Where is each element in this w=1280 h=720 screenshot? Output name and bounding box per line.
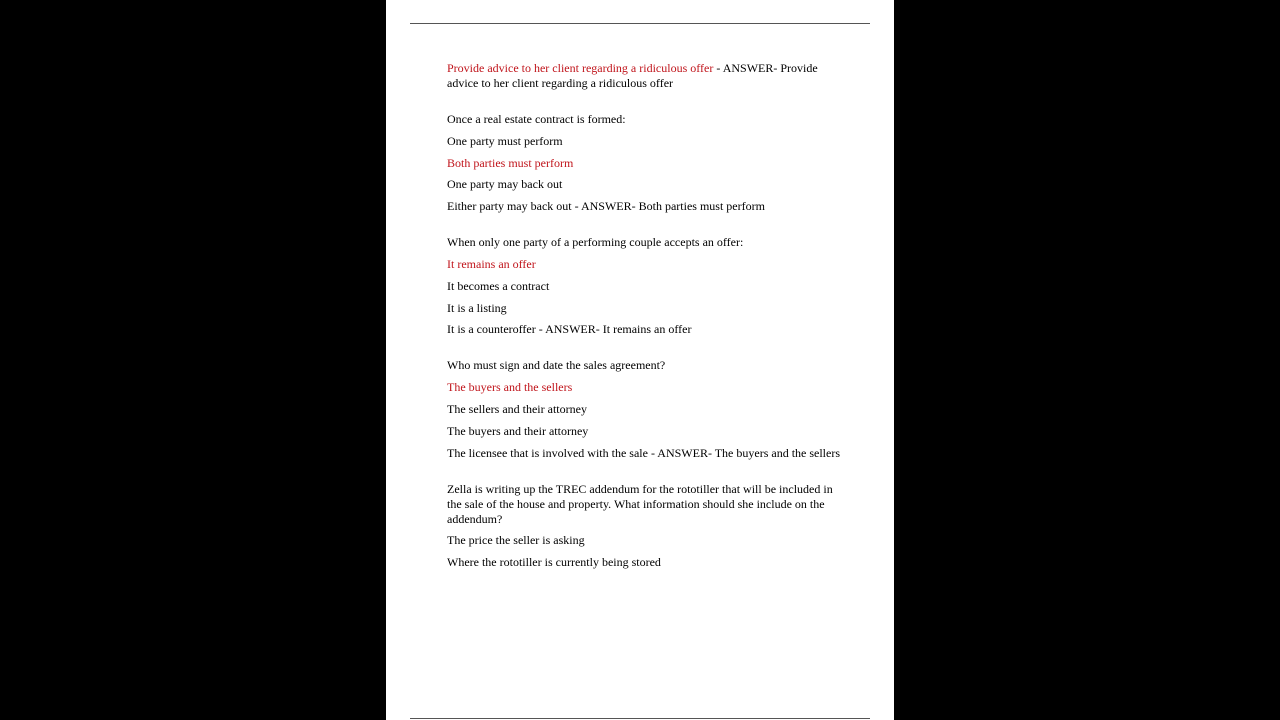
option-text: Where the rototiller is currently being stored	[447, 555, 661, 570]
question-text: Zella is writing up the TREC addendum for the rototiller that will be included in the sale of the house and property. What information should she include on the addendum?	[447, 481, 833, 526]
question-text: Who must sign and date the sales agreement?	[447, 358, 666, 373]
option-text: The licensee that is involved with the sale - ANSWER- The buyers and the sellers	[447, 445, 841, 460]
option-text: The buyers and their attorney	[447, 423, 589, 438]
qa-item-2	[447, 112, 847, 214]
option-text: Either party may back out - ANSWER- Both parties must perform	[447, 199, 765, 214]
qa-item-4	[447, 358, 847, 460]
document-page	[386, 0, 894, 720]
qa-item-1	[447, 61, 847, 91]
option-text: It is a counteroffer - ANSWER- It remains an offer	[447, 322, 692, 337]
qa-item-5	[447, 482, 847, 571]
bottom-divider	[410, 718, 870, 719]
highlighted-answer: Both parties must perform	[447, 155, 574, 170]
highlighted-answer: It remains an offer	[447, 256, 536, 271]
top-divider	[410, 23, 870, 24]
option-text: It becomes a contract	[447, 278, 550, 293]
qa-item-3	[447, 235, 847, 337]
option-text: It is a listing	[447, 300, 507, 315]
answer-text: - ANSWER- Provide advice to her client regarding a ridiculous offer	[447, 61, 818, 90]
highlighted-answer: Provide advice to her client regarding a ridiculous offer	[447, 61, 714, 75]
question-text: When only one party of a performing couple accepts an offer:	[447, 235, 744, 250]
option-text: One party must perform	[447, 133, 563, 148]
option-text: One party may back out	[447, 177, 563, 192]
highlighted-answer: The buyers and the sellers	[447, 380, 573, 395]
page-content	[447, 61, 847, 591]
option-text: The sellers and their attorney	[447, 401, 587, 416]
question-text	[447, 61, 847, 91]
option-text: The price the seller is asking	[447, 533, 585, 548]
question-text: Once a real estate contract is formed:	[447, 112, 626, 126]
